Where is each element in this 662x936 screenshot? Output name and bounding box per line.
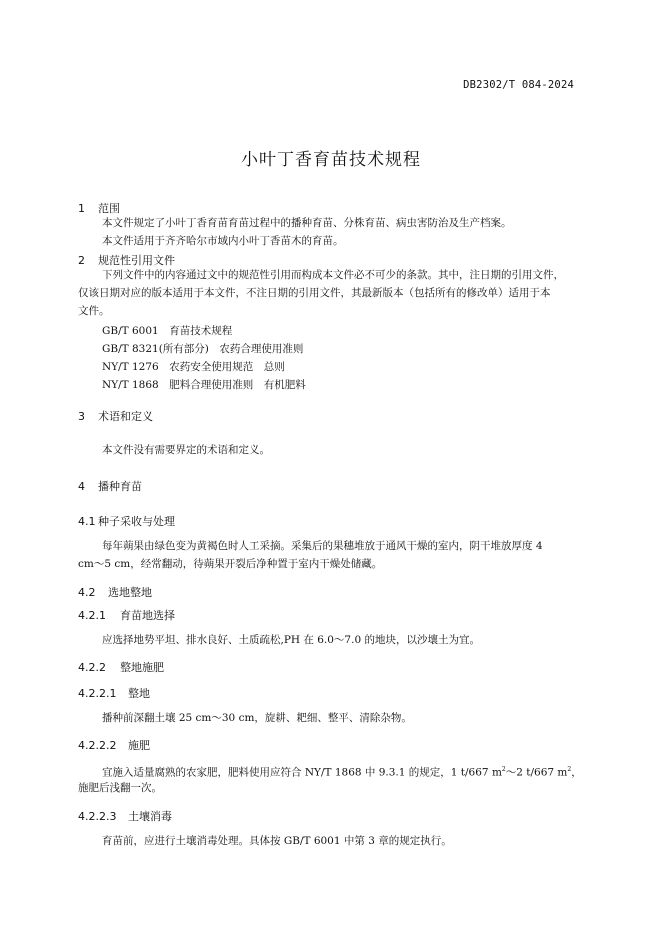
text-segment: ， — [571, 766, 582, 779]
reference-title: 农药安全使用规范 总则 — [169, 361, 285, 373]
section-4-2-1-paragraph: 应选择地势平坦、排水良好、土质疏松,PH 在 6.0～7.0 的地块，以沙壤土为宜。 — [102, 634, 480, 646]
document-code: DB2302/T 084-2024 — [463, 79, 574, 91]
section-4-2-heading — [78, 584, 152, 600]
section-4-2-2-3-heading — [78, 808, 172, 824]
section-4-1-line-1: 每年蒴果由绿色变为黄褐色时人工采摘。采集后的果穗堆放于通风干燥的室内，阴干堆放厚度 4 — [102, 540, 543, 552]
reference-code: GB/T 8321(所有部分) — [102, 343, 209, 355]
section-1-paragraph-2: 本文件适用于齐齐哈尔市域内小叶丁香苗木的育苗。 — [102, 235, 344, 247]
section-number: 4.2.2.2 — [78, 739, 117, 752]
section-4-2-1-heading — [78, 607, 175, 623]
reference-item — [102, 377, 306, 392]
section-3-paragraph: 本文件没有需要界定的术语和定义。 — [102, 444, 270, 456]
section-2-line-1: 下列文件中的内容通过文中的规范性引用而构成本文件必不可少的条款。其中，注日期的引用文件， — [102, 269, 564, 281]
section-number: 2 — [78, 254, 85, 267]
section-title: 育苗地选择 — [120, 609, 175, 622]
section-number: 1 — [78, 202, 85, 215]
section-4-heading — [78, 478, 142, 494]
section-1-paragraph-1: 本文件规定了小叶丁香育苗育苗过程中的播种育苗、分株育苗、病虫害防治及生产档案。 — [102, 217, 512, 229]
section-3-heading — [78, 408, 153, 424]
section-title: 范围 — [98, 202, 120, 215]
section-2-line-3: 文件。 — [78, 305, 110, 317]
reference-code: NY/T 1276 — [102, 361, 159, 373]
section-number: 4.2.2.1 — [78, 687, 117, 700]
section-number: 3 — [78, 410, 85, 423]
section-4-2-2-1-paragraph: 播种前深翻土壤 25 cm～30 cm，旋耕、耙细、整平、清除杂物。 — [102, 712, 412, 724]
section-2-line-2: 仅该日期对应的版本适用于本文件，不注日期的引用文件，其最新版本（包括所有的修改单）适用于本 — [78, 287, 551, 299]
section-4-2-2-1-heading — [78, 685, 150, 701]
section-4-1-heading — [78, 513, 175, 529]
superscript: 2 — [567, 766, 572, 773]
section-number: 4.2.2 — [78, 661, 106, 674]
section-4-2-2-3-paragraph: 育苗前，应进行土壤消毒处理。具体按 GB/T 6001 中第 3 章的规定执行。 — [102, 835, 452, 847]
section-title: 整地 — [128, 687, 150, 700]
section-title: 规范性引用文件 — [98, 254, 175, 267]
section-title: 整地施肥 — [120, 661, 164, 674]
section-title: 施肥 — [128, 739, 150, 752]
reference-title: 育苗技术规程 — [169, 325, 233, 337]
section-4-2-2-2-line-2: 施肥后浅翻一次。 — [78, 782, 162, 794]
section-4-2-2-2-heading — [78, 737, 150, 753]
section-number: 4.2.2.3 — [78, 810, 117, 823]
section-number: 4.2 — [78, 586, 96, 599]
reference-item — [102, 359, 285, 374]
reference-title: 农药合理使用准则 — [219, 343, 304, 355]
reference-item — [102, 323, 232, 338]
section-number: 4.2.1 — [78, 609, 106, 622]
reference-item — [102, 341, 303, 356]
text-segment: 宜施入适量腐熟的农家肥，肥料使用应符合 NY/T 1868 中 9.3.1 的规定，1 t/667 m — [102, 766, 502, 779]
section-number: 4.1 — [78, 515, 96, 528]
document-title: 小叶丁香育苗技术规程 — [241, 150, 421, 170]
superscript: 2 — [501, 766, 506, 773]
section-title: 播种育苗 — [98, 480, 142, 493]
section-number: 4 — [78, 480, 85, 493]
reference-title: 肥料合理使用准则 有机肥料 — [169, 379, 306, 391]
section-title: 选地整地 — [108, 586, 152, 599]
section-title: 土壤消毒 — [128, 810, 172, 823]
section-4-2-2-heading — [78, 659, 164, 675]
section-4-1-line-2: cm～5 cm，经常翻动，待蒴果开裂后净种置于室内干燥处储藏。 — [78, 558, 383, 570]
reference-code: NY/T 1868 — [102, 379, 159, 391]
section-title: 术语和定义 — [98, 410, 153, 423]
reference-code: GB/T 6001 — [102, 325, 159, 337]
text-segment: ～2 t/667 m — [505, 766, 568, 779]
section-title: 种子采收与处理 — [98, 515, 175, 528]
